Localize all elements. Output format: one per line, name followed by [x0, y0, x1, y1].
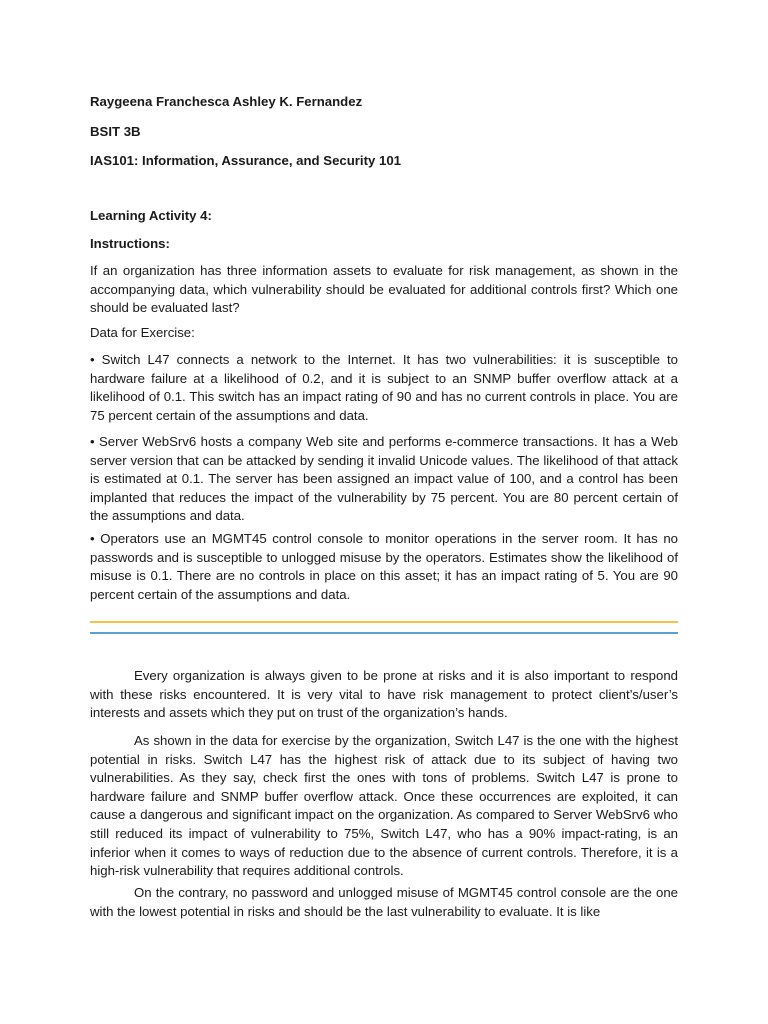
data-item-server: • Server WebSrv6 hosts a company Web site and performs e-commerce transactions. It has a Web server version that can be attacked by sending it invalid Unicode values. The likelihood of that attack is estimated at 0.1. The server has been assigned an impact value of 100, and a control has been implanted that reduces the impact of the vulnerability by 75 percent. You are 80 percent certain of the assumptions and data. — [90, 434, 678, 524]
data-item-console: • Operators use an MGMT45 control console to monitor operations in the server room. It has no passwords and is susceptible to unlogged misuse by the operators. Estimates show the likelihood of misuse is 0.1. There are no controls in place on this asset; it has an impact rating of 5. You are 90 percent certain of the assumptions and data. — [90, 531, 678, 602]
student-name: Raygeena Franchesca Ashley K. Fernandez — [90, 94, 363, 109]
data-item-switch: • Switch L47 connects a network to the Internet. It has two vulnerabilities: it is susceptible to hardware failure at a likelihood of 0.2, and it is subject to an SNMP buffer overflow attack at a likelihood of 0.1. This switch has an impact rating of 90 and has no current controls in place. You are 75 percent certain of the assumptions and data. — [90, 352, 678, 423]
answer-paragraph-2: As shown in the data for exercise by the organization, Switch L47 is the one with the highest potential in risks. Switch L47 has the highest risk of attack due to its subject of having two vulnerabilities. As they say, check first the ones with tons of problems. Switch L47 is prone to hardware failure and SNMP buffer overflow attack. Once these occurrences are exploited, it can cause a dangerous and significant impact on the organization. As compared to Server WebSrv6 who still reduced its impact of vulnerability to 75%, Switch L47, who has a 90% impact-rating, is an inferior when it comes to ways of reduction due to the absence of current controls. Therefore, it is a high-risk vulnerability that requires additional controls. — [90, 733, 678, 879]
activity-title: Learning Activity 4: — [90, 208, 212, 223]
divider-gold — [90, 621, 678, 623]
course-title: IAS101: Information, Assurance, and Security 101 — [90, 153, 401, 168]
instructions-text: If an organization has three information assets to evaluate for risk management, as shown in the accompanying data, which vulnerability should be evaluated for additional controls first? Which one should be evaluated last? — [90, 263, 678, 316]
student-section: BSIT 3B — [90, 124, 141, 139]
divider-blue — [90, 632, 678, 634]
instructions-label: Instructions: — [90, 236, 170, 251]
data-label: Data for Exercise: — [90, 325, 195, 340]
answer-paragraph-1: Every organization is always given to be prone at risks and it is also important to respond with these risks encountered. It is very vital to have risk management to protect client’s/user’s interests and assets which they put on trust of the organization’s hands. — [90, 668, 678, 721]
answer-paragraph-3: On the contrary, no password and unlogged misuse of MGMT45 control console are the one with the lowest potential in risks and should be the last vulnerability to evaluate. It is like — [90, 885, 678, 919]
